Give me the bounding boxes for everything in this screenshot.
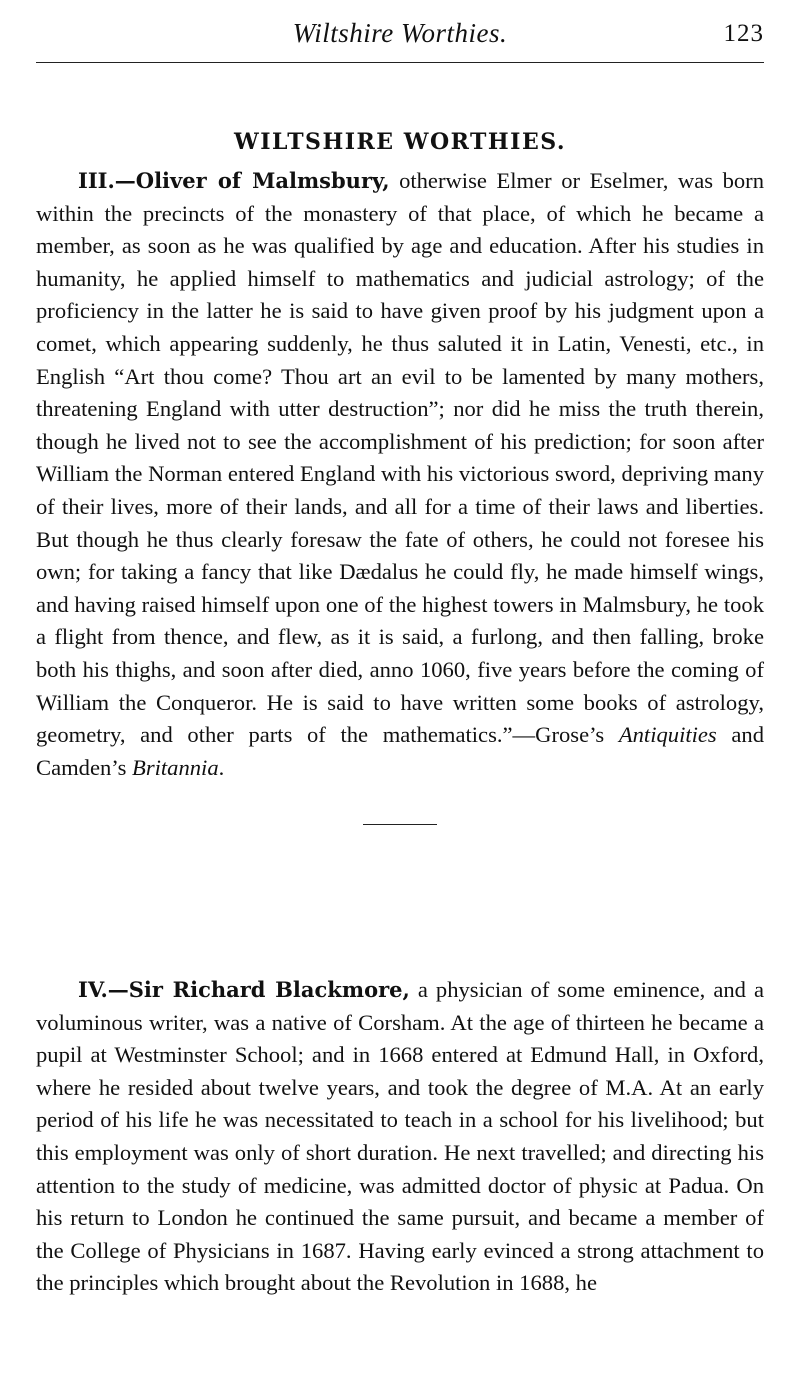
section-divider: [363, 824, 437, 825]
running-head-title: Wiltshire Worthies.: [292, 18, 508, 48]
article-title: WILTSHIRE WORTHIES.: [234, 129, 566, 155]
page-number: 123: [723, 20, 764, 47]
section-iv-text: a physician of some eminence, and a voluminous writer, was a native of Corsham. At the age of thirteen he became a pupil at Westminster School; and in 1668 entered at Edmund Hall, in Oxford, where he resided about twelve years, and took the degree of M.A. At an early period of his life he was necessitated to teach in a school for his livelihood; but this employment was only of short duration. He next travelled; and directing his attention to the study of medicine, was admitted doctor of physic at Padua. On his return to London he continued the same pursuit, and became a member of the College of Physicians in 1687. Having early evinced a strong attachment to the principles which brought about the Revolution in 1688, he: [36, 977, 765, 1296]
section-iii-heading: III.—Oliver of Malmsbury,: [78, 168, 390, 193]
running-head: [36, 0, 764, 63]
section-iii-end: .: [218, 754, 225, 780]
source-antiquities: Antiquities: [618, 722, 717, 748]
source-britannia: Britannia: [132, 754, 219, 780]
section-iii-paragraph: [36, 165, 764, 784]
section-iv: [36, 974, 764, 1300]
section-iv-heading: IV.—Sir Richard Blackmore,: [78, 977, 410, 1002]
page: [36, 0, 764, 865]
section-iii-text: otherwise Elmer or Eselmer, was born within the precincts of the monastery of that place, of which he became a member, as soon as he was qualified by age and education. After his studies in humanity, he applied himself to mathematics and judicial astrology; of the proficiency in the latter he is said to have given proof by his judgment upon a comet, which appearing suddenly, he thus saluted it in Latin, Venesti, etc., in English “Art thou come? Thou art an evil to be lamented by many mothers, threatening England with utter destruction”; nor did he miss the truth therein, though he lived not to see the accomplishment of his prediction; for soon after William the Norman entered England with his victorious sword, depriving many of their lives, more of their lands, and all for a time of their laws and liberties. But though he thus clearly foresaw the fate of others, he could not foresee his own; for taking a fancy that like Dædalus he could fly, he made himself wings, and having raised himself upon one of the highest towers in Malmsbury, he took a flight from thence, and flew, as it is said, a furlong, and then falling, broke both his thighs, and soon after died, anno 1060, five years before the coming of William the Conqueror. He is said to have written some books of astrology, geometry, and other parts of the mathematics.”—Grose’s: [36, 168, 764, 748]
section-iii-connector: and Camden’s: [36, 722, 764, 780]
section-iv-paragraph: [36, 974, 764, 1300]
